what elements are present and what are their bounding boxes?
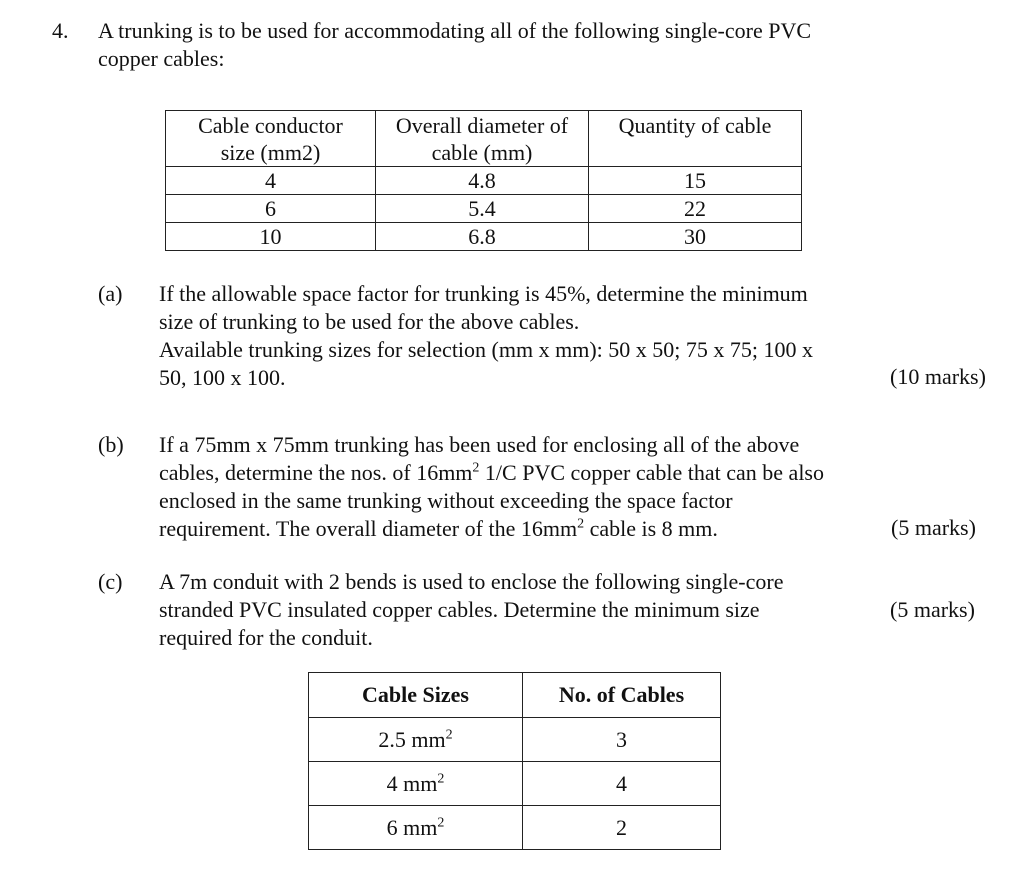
cable-size-text: 4 mm — [386, 770, 438, 796]
header-overall-diameter — [376, 111, 589, 167]
part-c-text — [159, 568, 871, 652]
part-b-line-2 — [159, 459, 871, 487]
header-line: cable (mm) — [431, 140, 533, 165]
part-b-line-4-rest: cable is 8 mm. — [584, 516, 718, 541]
header-cable-sizes: Cable Sizes — [309, 673, 523, 718]
conduit-table-header-row — [309, 673, 721, 718]
part-a-line-4: 50, 100 x 100. — [159, 365, 286, 390]
question-intro — [98, 17, 898, 73]
cell-cable-count: 3 — [523, 718, 721, 762]
superscript: 2 — [577, 516, 585, 532]
cell-size: 6 — [166, 195, 376, 223]
part-a-text — [159, 280, 879, 392]
part-a-marks: (10 marks) — [890, 364, 986, 389]
part-b-line-3: enclosed in the same trunking without exceeding the space factor — [159, 488, 733, 513]
superscript: 2 — [445, 727, 453, 743]
cable-table-header-row — [166, 111, 802, 167]
cable-size-text: 6 mm — [386, 814, 438, 840]
table-row — [309, 718, 721, 762]
cell-diameter: 5.4 — [376, 195, 589, 223]
part-a-line-3: Available trunking sizes for selection (mm x mm): 50 x 50; 75 x 75; 100 x — [159, 337, 813, 362]
cell-cable-count: 2 — [523, 806, 721, 850]
question-intro-line-1: A trunking is to be used for accommodating all of the following single-core PVC — [98, 18, 812, 43]
table-row — [166, 167, 802, 195]
cell-diameter: 4.8 — [376, 167, 589, 195]
part-b-line-4-text: requirement. The overall diameter of the 16mm — [159, 516, 578, 541]
part-b-line-2-text: cables, determine the nos. of 16mm — [159, 460, 473, 485]
part-c-label: (c) — [98, 569, 123, 594]
superscript: 2 — [472, 460, 480, 476]
question-intro-line-2: copper cables: — [98, 46, 225, 71]
header-no-of-cables: No. of Cables — [523, 673, 721, 718]
superscript: 2 — [437, 771, 445, 787]
part-b-line-1: If a 75mm x 75mm trunking has been used for enclosing all of the above — [159, 432, 800, 457]
table-row — [166, 223, 802, 251]
header-quantity — [589, 111, 802, 167]
part-a-label: (a) — [98, 281, 123, 306]
table-row — [309, 762, 721, 806]
table-row — [166, 195, 802, 223]
part-c-line-2: stranded PVC insulated copper cables. Determine the minimum size — [159, 597, 760, 622]
cable-table — [165, 110, 802, 251]
part-b-line-2-rest: 1/C PVC copper cable that can be also — [479, 460, 824, 485]
cell-size: 10 — [166, 223, 376, 251]
conduit-cable-table — [308, 672, 721, 850]
cable-size-text: 2.5 mm — [378, 726, 446, 752]
header-line: Cable conductor — [198, 113, 343, 138]
cell-cable-count: 4 — [523, 762, 721, 806]
cell-quantity: 30 — [589, 223, 802, 251]
cell-cable-size — [309, 762, 523, 806]
cell-quantity: 15 — [589, 167, 802, 195]
table-row — [309, 806, 721, 850]
part-b-marks: (5 marks) — [891, 515, 976, 540]
cell-size: 4 — [166, 167, 376, 195]
header-line: Overall diameter of — [395, 113, 569, 138]
superscript: 2 — [437, 815, 445, 831]
cell-cable-size — [309, 806, 523, 850]
part-a-line-2: size of trunking to be used for the above cables. — [159, 309, 580, 334]
cell-cable-size — [309, 718, 523, 762]
part-c-line-1: A 7m conduit with 2 bends is used to enclose the following single-core — [159, 569, 784, 594]
part-c-marks: (5 marks) — [890, 597, 975, 622]
part-b-line-4 — [159, 515, 871, 543]
cell-quantity: 22 — [589, 195, 802, 223]
question-number: 4. — [52, 18, 69, 43]
part-c-line-3: required for the conduit. — [159, 625, 373, 650]
cell-diameter: 6.8 — [376, 223, 589, 251]
part-b-text — [159, 431, 871, 543]
part-b-label: (b) — [98, 432, 124, 457]
part-a-line-1: If the allowable space factor for trunking is 45%, determine the minimum — [159, 281, 808, 306]
header-line: size (mm2) — [220, 140, 321, 165]
header-line: Quantity of cable — [618, 113, 772, 138]
header-conductor-size — [166, 111, 376, 167]
